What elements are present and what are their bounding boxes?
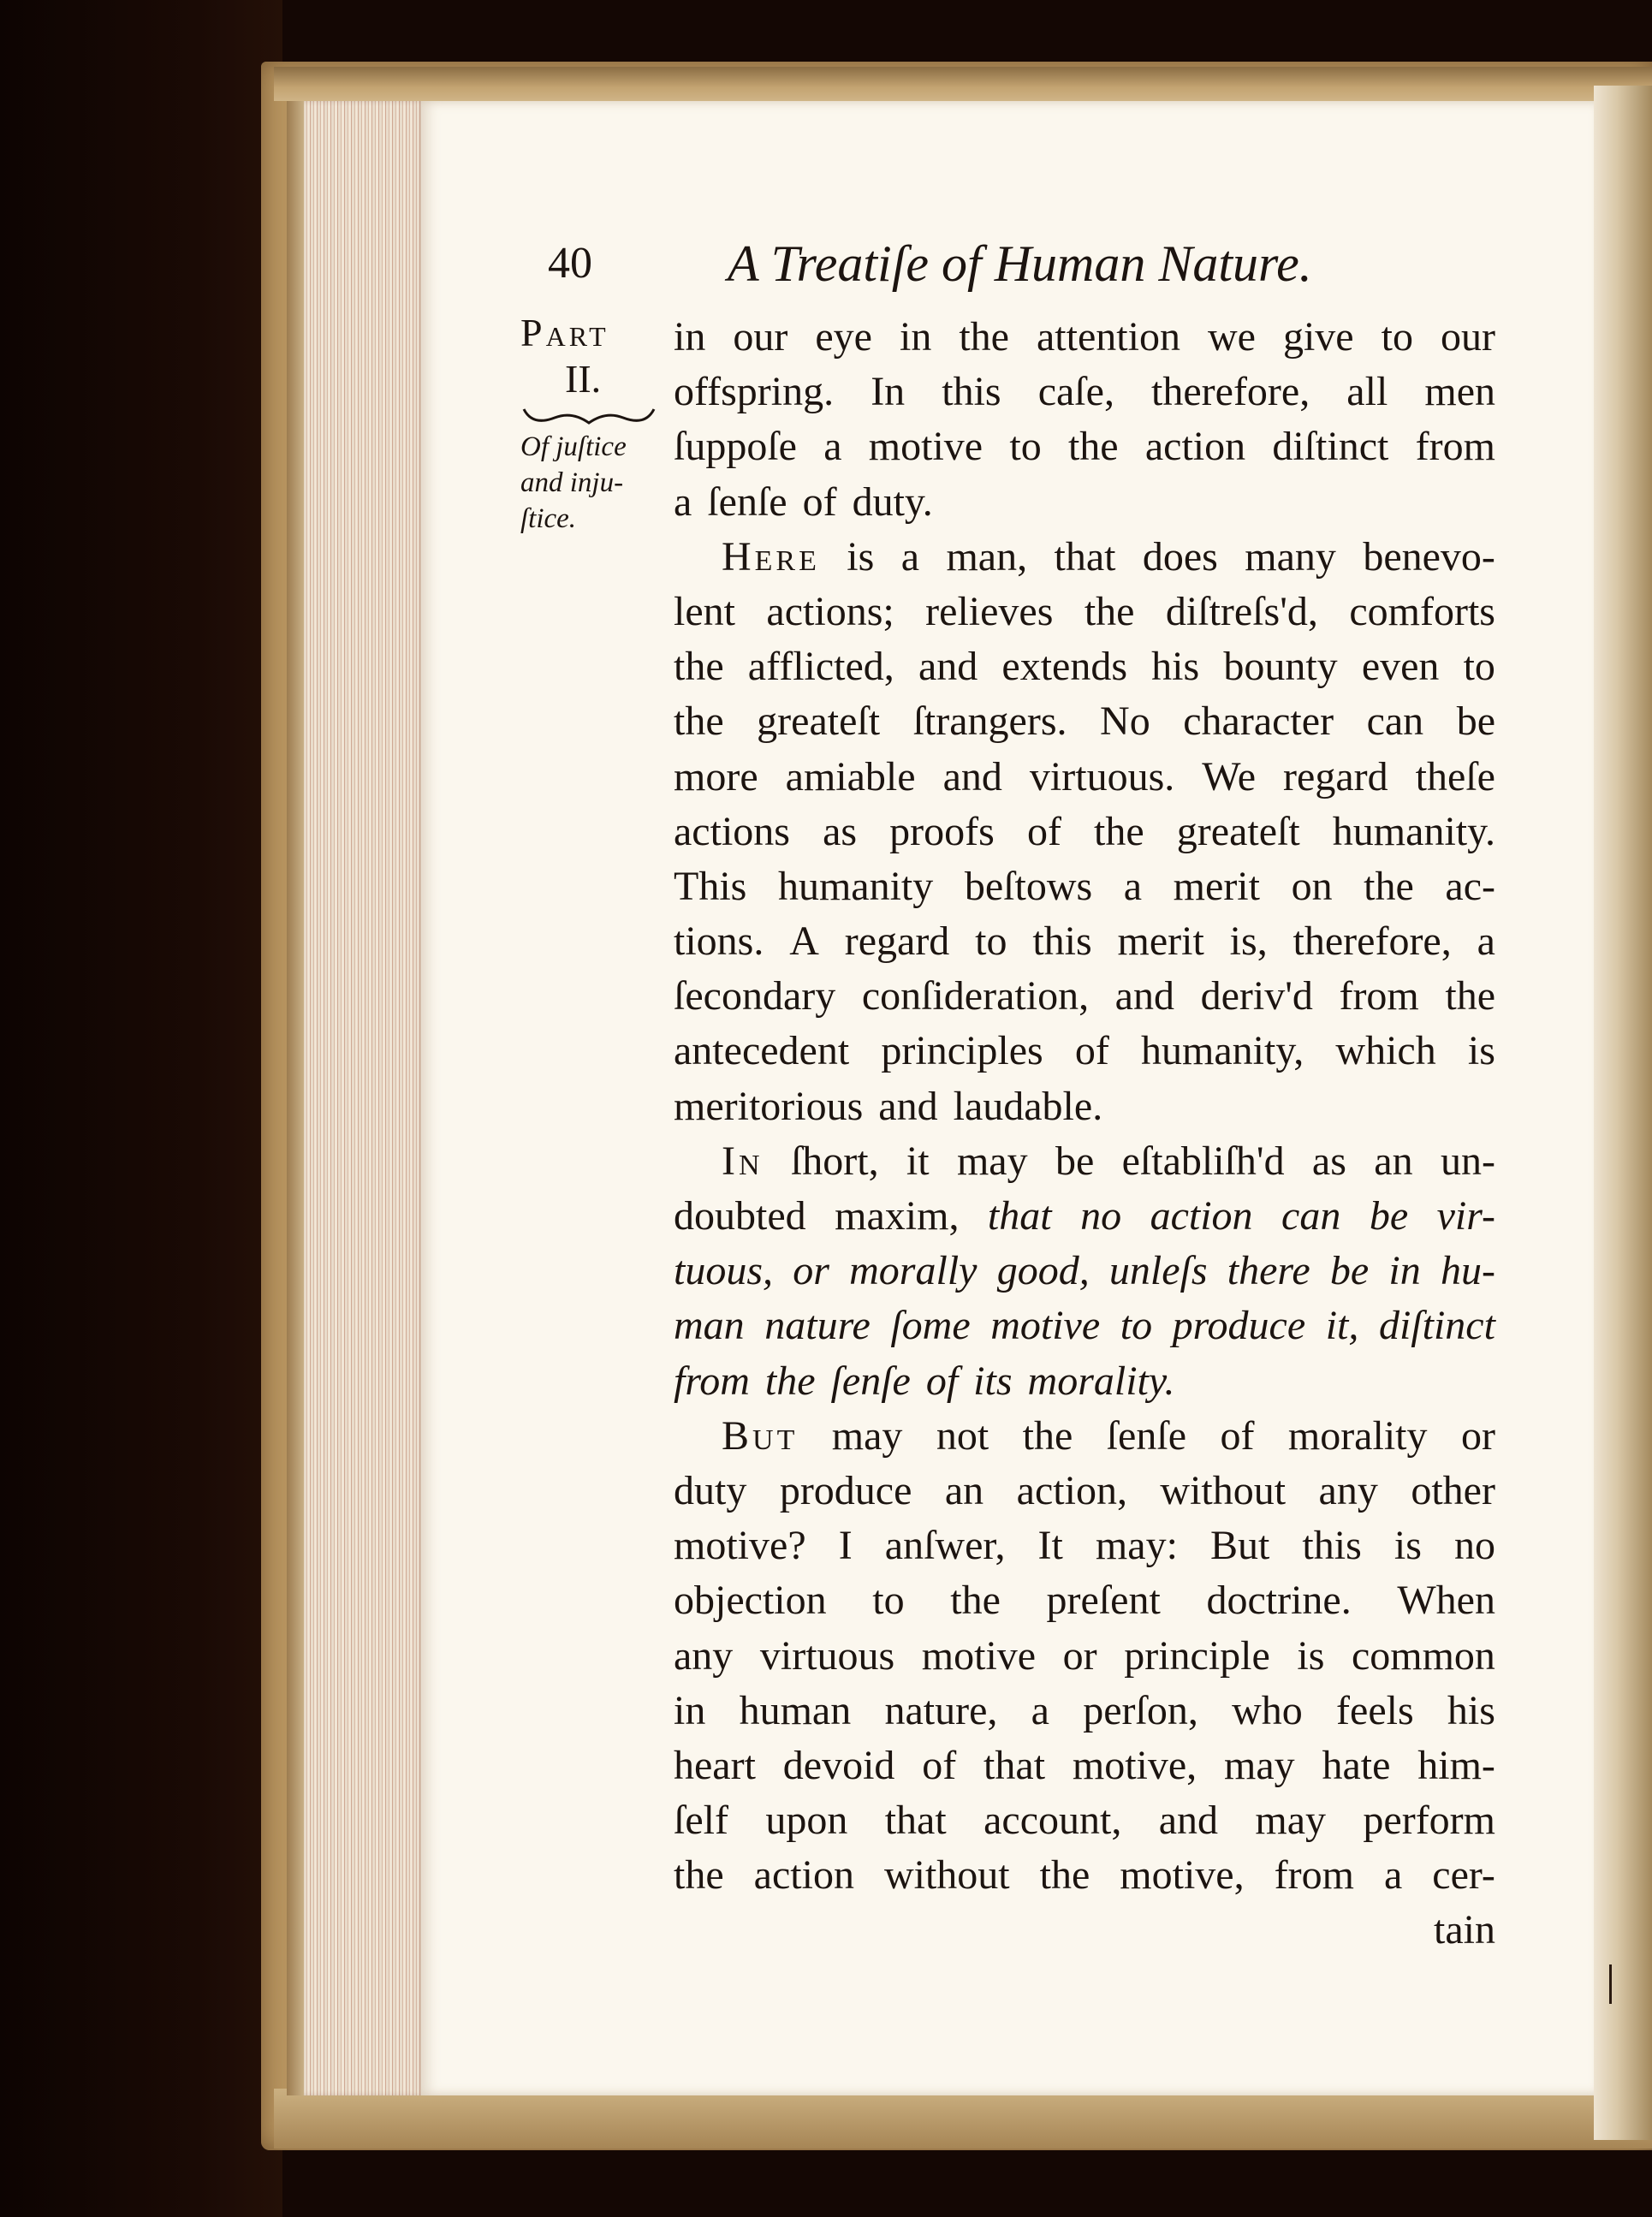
word: and bbox=[878, 1083, 938, 1129]
word: a bbox=[1031, 1687, 1049, 1733]
word: is bbox=[1394, 1523, 1422, 1569]
note-caption-line: and inju- bbox=[520, 467, 624, 498]
word: the bbox=[1084, 588, 1135, 634]
word: the bbox=[1364, 863, 1414, 909]
text-line bbox=[674, 969, 1495, 1024]
word: from bbox=[1415, 424, 1495, 470]
word: to bbox=[1009, 424, 1042, 470]
word: common bbox=[1351, 1632, 1495, 1679]
word: in bbox=[674, 1687, 706, 1733]
word: be bbox=[1329, 1248, 1370, 1294]
word: nature, bbox=[884, 1687, 998, 1733]
word: tuous, bbox=[674, 1248, 774, 1294]
word: caſe, bbox=[1037, 369, 1114, 415]
word: motive bbox=[990, 1303, 1101, 1349]
word: that bbox=[987, 1193, 1052, 1239]
word: eye bbox=[815, 314, 872, 360]
catchword-line bbox=[674, 1903, 1495, 1958]
word: his bbox=[1151, 644, 1200, 690]
text-line bbox=[674, 1079, 1495, 1134]
word: in bbox=[674, 314, 706, 360]
word: un- bbox=[1440, 1138, 1495, 1184]
word: ſenſe bbox=[830, 1358, 911, 1404]
text-line bbox=[674, 1793, 1495, 1848]
word: merit bbox=[1173, 863, 1260, 909]
word: It bbox=[1037, 1523, 1063, 1569]
word: in bbox=[899, 314, 932, 360]
binding-edge bbox=[287, 101, 306, 2095]
word: maxim, bbox=[835, 1193, 960, 1239]
word: on bbox=[1291, 863, 1333, 909]
word: there bbox=[1227, 1248, 1310, 1294]
word: any bbox=[1318, 1467, 1378, 1513]
word: actions; bbox=[766, 588, 894, 634]
text-line bbox=[674, 1409, 1495, 1464]
word: may: bbox=[1095, 1523, 1178, 1569]
word: action bbox=[1150, 1193, 1253, 1239]
word: more bbox=[674, 753, 758, 799]
word: human bbox=[739, 1687, 852, 1733]
word: to bbox=[872, 1578, 905, 1624]
word: all bbox=[1346, 369, 1388, 415]
word: meritorious bbox=[674, 1083, 864, 1129]
word: and bbox=[1114, 973, 1174, 1019]
word: and bbox=[1158, 1798, 1219, 1844]
text-line bbox=[674, 1573, 1495, 1628]
word: the bbox=[1022, 1412, 1073, 1459]
word: even bbox=[1361, 644, 1440, 690]
word: good, bbox=[996, 1248, 1090, 1294]
word: may bbox=[1224, 1742, 1295, 1788]
word: to bbox=[1463, 644, 1495, 690]
text-line bbox=[674, 475, 1495, 530]
word: and bbox=[942, 753, 1002, 799]
word: can bbox=[1281, 1193, 1341, 1239]
word: of bbox=[802, 478, 837, 525]
word: to bbox=[975, 918, 1007, 965]
text-line bbox=[674, 1244, 1495, 1299]
word: our bbox=[733, 314, 788, 360]
word: duty bbox=[674, 1467, 747, 1513]
word: motive bbox=[868, 424, 983, 470]
word: him- bbox=[1417, 1742, 1495, 1788]
text-line bbox=[674, 639, 1495, 694]
word: ſenſe bbox=[1106, 1412, 1186, 1459]
word: who bbox=[1232, 1687, 1303, 1733]
page-gutter bbox=[1594, 86, 1652, 2140]
word: of bbox=[922, 1742, 957, 1788]
text-line bbox=[674, 1299, 1495, 1353]
word: morally bbox=[849, 1248, 978, 1294]
text-line bbox=[674, 1354, 1495, 1409]
word: be bbox=[1369, 1193, 1409, 1239]
word: doctrine. bbox=[1206, 1578, 1352, 1624]
word: may bbox=[831, 1412, 903, 1459]
word: the bbox=[764, 1358, 816, 1404]
word: We bbox=[1202, 753, 1257, 799]
text-line bbox=[674, 419, 1495, 474]
word: feels bbox=[1336, 1687, 1414, 1733]
word: diſtreſs'd, bbox=[1165, 588, 1318, 634]
word: hate bbox=[1322, 1742, 1391, 1788]
word: unleſs bbox=[1108, 1248, 1208, 1294]
word: his bbox=[1447, 1687, 1495, 1733]
word: a bbox=[900, 533, 920, 580]
word: eſtabliſh'd bbox=[1121, 1138, 1285, 1184]
word: tions. bbox=[674, 918, 764, 965]
word: be bbox=[1055, 1138, 1095, 1184]
word: action, bbox=[1016, 1467, 1127, 1513]
word: many bbox=[1245, 533, 1336, 580]
word: an bbox=[944, 1467, 984, 1513]
word: other bbox=[1411, 1467, 1495, 1513]
word: motive bbox=[921, 1632, 1037, 1679]
word: produce bbox=[1172, 1303, 1306, 1349]
word: no bbox=[1453, 1523, 1495, 1569]
word: of bbox=[925, 1358, 959, 1404]
word: regard bbox=[1283, 753, 1388, 799]
word: is bbox=[1297, 1632, 1325, 1679]
word: laudable. bbox=[953, 1083, 1103, 1129]
word: lent bbox=[674, 588, 735, 634]
word: preſent bbox=[1046, 1578, 1161, 1624]
word: principle bbox=[1124, 1632, 1270, 1679]
word: beſtows bbox=[964, 863, 1093, 909]
word: ſecondary bbox=[674, 973, 836, 1019]
word: humanity. bbox=[1332, 808, 1495, 854]
word: therefore, bbox=[1151, 369, 1310, 415]
word: bounty bbox=[1223, 644, 1338, 690]
word: deriv'd bbox=[1200, 973, 1313, 1019]
word: not bbox=[936, 1412, 989, 1459]
word: of bbox=[1220, 1412, 1255, 1459]
word: When bbox=[1397, 1578, 1495, 1624]
word: as bbox=[823, 808, 858, 854]
text-line bbox=[674, 1848, 1495, 1903]
word: is, bbox=[1229, 918, 1268, 965]
word: motive, bbox=[1120, 1852, 1245, 1899]
word: be bbox=[1456, 698, 1495, 745]
word: we bbox=[1207, 314, 1256, 360]
word: greateſt bbox=[757, 698, 881, 745]
word: vir- bbox=[1436, 1193, 1495, 1239]
text-line bbox=[674, 1189, 1495, 1244]
word: diſtinct bbox=[1272, 424, 1389, 470]
word: man bbox=[674, 1303, 745, 1349]
word: this bbox=[1302, 1523, 1362, 1569]
word: or bbox=[1460, 1412, 1495, 1459]
word: nature bbox=[764, 1303, 871, 1349]
word: an bbox=[1374, 1138, 1413, 1184]
word: our bbox=[1440, 314, 1495, 360]
word: comforts bbox=[1349, 588, 1495, 634]
page-fore-edge bbox=[304, 101, 424, 2095]
part-number: II. bbox=[565, 357, 602, 401]
gutter-mark bbox=[1609, 1964, 1612, 2004]
cover-bottom-edge bbox=[274, 2089, 1652, 2149]
word: ſtrangers. bbox=[912, 698, 1067, 745]
word: hu- bbox=[1440, 1248, 1495, 1294]
word: In bbox=[871, 369, 906, 415]
word: offspring. bbox=[674, 369, 835, 415]
word: Here bbox=[722, 533, 820, 580]
word: in bbox=[1388, 1248, 1421, 1294]
word: is bbox=[847, 533, 875, 580]
word: duty. bbox=[852, 478, 933, 525]
part-label: Part bbox=[520, 311, 609, 354]
word: a bbox=[1123, 863, 1143, 909]
text-line bbox=[674, 1519, 1495, 1573]
word: doubted bbox=[674, 1193, 806, 1239]
word: man, bbox=[946, 533, 1028, 580]
word: character bbox=[1183, 698, 1334, 745]
word: that bbox=[884, 1798, 947, 1844]
book-title: A Treatiſe of Human Nature. bbox=[728, 235, 1312, 292]
word: ſelf bbox=[674, 1798, 728, 1844]
word: without bbox=[1160, 1467, 1287, 1513]
word: humanity bbox=[777, 863, 934, 909]
word: the bbox=[674, 644, 724, 690]
word: virtuous. bbox=[1029, 753, 1175, 799]
word: may bbox=[956, 1138, 1028, 1184]
word: attention bbox=[1037, 314, 1180, 360]
word: any bbox=[674, 1632, 734, 1679]
word: ac- bbox=[1445, 863, 1495, 909]
word: extends bbox=[1001, 644, 1128, 690]
word: and bbox=[918, 644, 978, 690]
word: anſwer, bbox=[884, 1523, 1006, 1569]
text-line bbox=[674, 859, 1495, 914]
text-line bbox=[674, 1024, 1495, 1079]
word: the bbox=[1067, 424, 1119, 470]
word: proofs bbox=[889, 808, 995, 854]
word: a bbox=[1383, 1852, 1403, 1899]
word: or bbox=[1062, 1632, 1097, 1679]
page-number: 40 bbox=[548, 239, 592, 288]
note-caption-line: ſtice. bbox=[520, 503, 577, 534]
word: afflicted, bbox=[747, 644, 894, 690]
text-line bbox=[674, 365, 1495, 419]
word: morality. bbox=[1027, 1358, 1175, 1404]
word: morality bbox=[1287, 1412, 1428, 1459]
word: to bbox=[1120, 1303, 1153, 1349]
word: of bbox=[1074, 1028, 1109, 1074]
text-line bbox=[674, 1629, 1495, 1684]
word: may bbox=[1255, 1798, 1327, 1844]
word: ſhort, bbox=[790, 1138, 879, 1184]
word: give bbox=[1282, 314, 1354, 360]
running-head bbox=[548, 235, 1429, 306]
text-line bbox=[674, 585, 1495, 639]
word: This bbox=[674, 863, 747, 909]
word: devoid bbox=[782, 1742, 895, 1788]
word: it, bbox=[1325, 1303, 1359, 1349]
word: from bbox=[674, 1358, 750, 1404]
word: heart bbox=[674, 1742, 756, 1788]
word: produce bbox=[779, 1467, 912, 1513]
word: upon bbox=[765, 1798, 848, 1844]
word: In bbox=[722, 1138, 764, 1184]
word: motive? bbox=[674, 1523, 806, 1569]
word: ſenſe bbox=[707, 478, 787, 525]
word: a bbox=[1477, 918, 1495, 965]
word: motive, bbox=[1072, 1742, 1197, 1788]
word: cer- bbox=[1432, 1852, 1495, 1899]
word: actions bbox=[674, 808, 790, 854]
word: principles bbox=[881, 1028, 1043, 1074]
text-line bbox=[674, 750, 1495, 805]
word: therefore, bbox=[1292, 918, 1452, 965]
word: from bbox=[1274, 1852, 1354, 1899]
word: this bbox=[942, 369, 1001, 415]
word: account, bbox=[983, 1798, 1122, 1844]
word: the bbox=[1445, 973, 1495, 1019]
word: from bbox=[1339, 973, 1419, 1019]
text-line bbox=[674, 805, 1495, 859]
text-line bbox=[674, 1134, 1495, 1189]
word: or bbox=[793, 1248, 829, 1294]
word: its bbox=[973, 1358, 1013, 1404]
word: regard bbox=[844, 918, 950, 965]
word: of bbox=[1026, 808, 1061, 854]
text-line bbox=[674, 1739, 1495, 1793]
word: which bbox=[1335, 1028, 1436, 1074]
body-text bbox=[674, 310, 1495, 1958]
word: without bbox=[883, 1852, 1010, 1899]
word: But bbox=[1209, 1523, 1270, 1569]
word: ſome bbox=[890, 1303, 971, 1349]
word: greateſt bbox=[1176, 808, 1300, 854]
word: the bbox=[1039, 1852, 1090, 1899]
background bbox=[0, 0, 282, 2217]
word: can bbox=[1366, 698, 1424, 745]
word: action bbox=[753, 1852, 854, 1899]
text-line bbox=[674, 694, 1495, 749]
word: men bbox=[1424, 369, 1495, 415]
word: a bbox=[823, 424, 842, 470]
text-line bbox=[674, 310, 1495, 365]
word: it bbox=[906, 1138, 930, 1184]
text-line bbox=[674, 1464, 1495, 1519]
word: the bbox=[1094, 808, 1144, 854]
word: theſe bbox=[1415, 753, 1495, 799]
text-line bbox=[674, 1684, 1495, 1739]
word: perform bbox=[1363, 1798, 1495, 1844]
word: no bbox=[1080, 1193, 1122, 1239]
word: the bbox=[674, 698, 724, 745]
word: this bbox=[1032, 918, 1092, 965]
catchword: tain bbox=[1434, 1907, 1495, 1953]
word: as bbox=[1311, 1138, 1346, 1184]
word: diſtinct bbox=[1378, 1303, 1495, 1349]
word: the bbox=[674, 1852, 724, 1899]
word: that bbox=[983, 1742, 1046, 1788]
word: conſideration, bbox=[861, 973, 1090, 1019]
word: action bbox=[1144, 424, 1246, 470]
word: objection bbox=[674, 1578, 827, 1624]
word: I bbox=[838, 1523, 853, 1569]
word: ſuppoſe bbox=[674, 424, 797, 470]
word: But bbox=[722, 1412, 799, 1459]
word: a bbox=[674, 478, 692, 525]
word: to bbox=[1381, 314, 1413, 360]
text-line bbox=[674, 530, 1495, 585]
word: does bbox=[1142, 533, 1218, 580]
cover-top-edge bbox=[274, 67, 1652, 101]
word: the bbox=[959, 314, 1009, 360]
word: perſon, bbox=[1083, 1687, 1198, 1733]
note-caption-line: Of juſtice bbox=[520, 431, 627, 462]
word: that bbox=[1054, 533, 1116, 580]
word: No bbox=[1100, 698, 1150, 745]
word: A bbox=[789, 918, 819, 965]
margin-note bbox=[520, 308, 666, 536]
word: is bbox=[1467, 1028, 1495, 1074]
brace-ornament-icon bbox=[520, 404, 657, 428]
word: antecedent bbox=[674, 1028, 850, 1074]
word: merit bbox=[1117, 918, 1204, 965]
word: amiable bbox=[785, 753, 916, 799]
word: relieves bbox=[925, 588, 1054, 634]
word: humanity, bbox=[1141, 1028, 1304, 1074]
word: benevo- bbox=[1363, 533, 1495, 580]
text-line bbox=[674, 914, 1495, 969]
word: the bbox=[950, 1578, 1001, 1624]
word: virtuous bbox=[759, 1632, 895, 1679]
